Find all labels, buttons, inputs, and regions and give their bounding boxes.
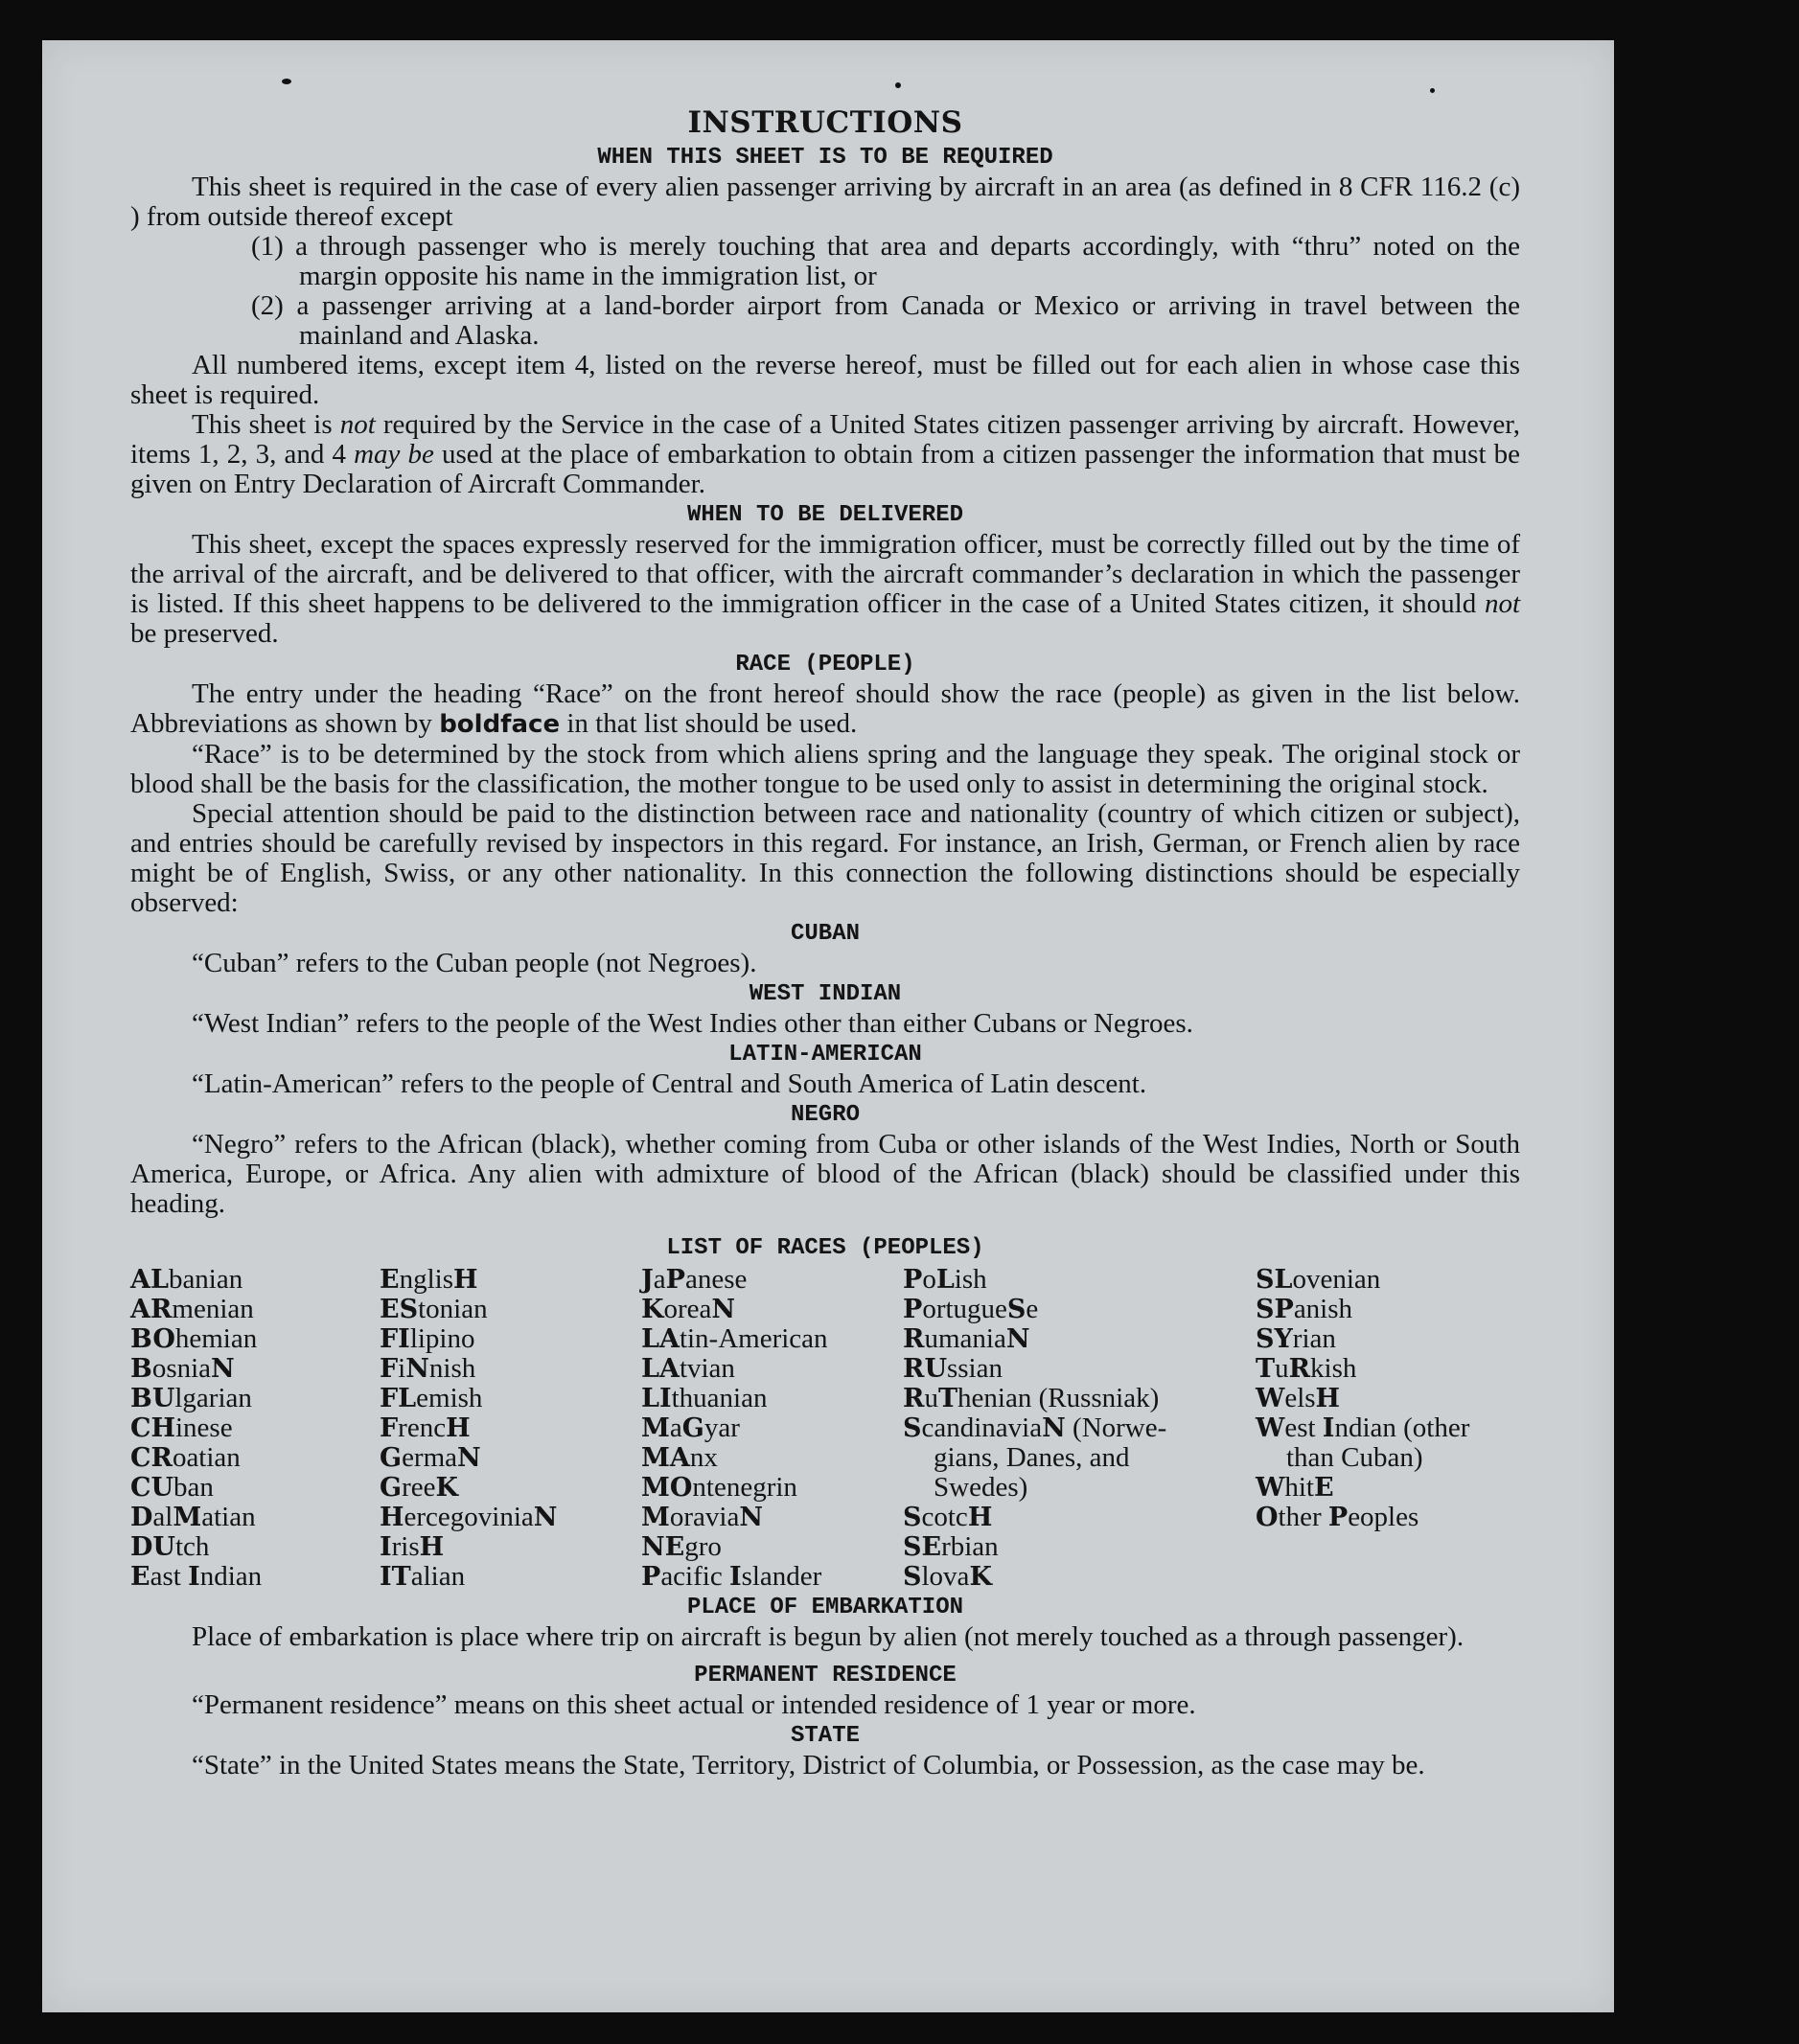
page-title: INSTRUCTIONS [687, 105, 963, 140]
document-sheet [42, 40, 1614, 2012]
race-entry: DalMatian [130, 1502, 256, 1532]
paragraph-required: This sheet is required in the case of every alien passenger arriving by aircraft in an area (as defined in 8 CFR 116.2 (c) ) from outside thereof except [130, 172, 1520, 232]
race-entry: SLovenian [1256, 1264, 1381, 1295]
paragraph-citizen: This sheet is not required by the Service in the case of a United States citizen passenger arriving by aircraft. However, items 1, 2, 3, and 4 may be used at the place of embarkation to obtain from a citizen passenger the information that must be given on Entry Declaration of Aircraft Commander. [130, 409, 1520, 499]
paragraph-latin-american: “Latin-American” refers to the people of Central and South America of Latin descent. [192, 1068, 1147, 1099]
race-entry: West Indian (other [1256, 1412, 1470, 1443]
section-heading-state: STATE [790, 1723, 860, 1749]
race-entry: FrencH [380, 1412, 471, 1443]
exception-2: (2) a passenger arriving at a land-border airport from Canada or Mexico or arriving in travel between the mainland and Alaska. [251, 290, 1520, 351]
race-entry: EStonian [380, 1294, 488, 1324]
section-heading-negro: NEGRO [790, 1102, 860, 1128]
race-entry: ARmenian [130, 1294, 254, 1324]
race-column [380, 1265, 641, 1592]
race-entry: SYrian [1256, 1323, 1336, 1354]
race-list [130, 1265, 1520, 1592]
race-column [903, 1265, 1256, 1592]
race-entry: ScotcH [903, 1502, 993, 1532]
paragraph-negro: “Negro” refers to the African (black), whether coming from Cuba or other islands of the West Indies, North or South America, Europe, or Africa. Any alien with admixture of blood of the African (black) should be classified under this heading. [130, 1129, 1520, 1219]
race-entry: TuRkish [1256, 1353, 1357, 1384]
race-entry: ScandinaviaN (Norwe- [903, 1412, 1167, 1443]
paragraph-race-stock: “Race” is to be determined by the stock from which aliens spring and the language they speak. The original stock or blood shall be the basis for the classification, the mother tongue to be used only to assist in determining the original stock. [130, 739, 1520, 799]
race-entry: PoLish [903, 1264, 987, 1295]
paragraph-delivered: This sheet, except the spaces expressly reserved for the immigration officer, must be correctly filled out by the time of the arrival of the aircraft, and be delivered to that officer, with the aircraft commander’s declaration in which the passenger is listed. If this sheet happens to be delivered to the immigration officer in the case of a United States citizen, it should not be preserved. [130, 529, 1520, 649]
section-heading-west-indian: WEST INDIAN [749, 981, 902, 1007]
section-heading-embarkation: PLACE OF EMBARKATION [686, 1595, 964, 1620]
race-entry: WhitE [1256, 1472, 1334, 1503]
race-entry: FLemish [380, 1383, 483, 1413]
race-entry-continuation: gians, Danes, and [934, 1442, 1130, 1473]
paragraph-west-indian: “West Indian” refers to the people of the West Indies other than either Cubans or Negroes. [192, 1008, 1193, 1039]
paragraph-state: “State” in the United States means the State, Territory, District of Columbia, or Possession, as the case may be. [192, 1750, 1425, 1780]
ink-speck [1430, 88, 1435, 93]
race-entry: ALbanian [130, 1264, 243, 1295]
paragraph-embarkation: Place of embarkation is place where trip on aircraft is begun by alien (not merely touched as a through passenger). [192, 1621, 1465, 1652]
race-entry: GermaN [380, 1442, 481, 1473]
ink-speck [895, 82, 901, 88]
section-heading-list-of-races: LIST OF RACES (PEOPLES) [666, 1235, 984, 1261]
section-heading-residence: PERMANENT RESIDENCE [694, 1663, 957, 1688]
race-entry: LAtvian [641, 1353, 735, 1384]
race-entry: PortugueSe [903, 1294, 1039, 1324]
section-heading-required: WHEN THIS SHEET IS TO BE REQUIRED [597, 145, 1053, 171]
race-entry: RuThenian (Russniak) [903, 1383, 1160, 1413]
race-entry: MaGyar [641, 1412, 740, 1443]
paragraph-residence: “Permanent residence” means on this sheet actual or intended residence of 1 year or more. [192, 1689, 1196, 1720]
race-entry: Pacific Islander [641, 1561, 822, 1592]
race-entry: FiNnish [380, 1353, 476, 1384]
race-entry: CRoatian [130, 1442, 241, 1473]
race-entry: LAtin-American [641, 1323, 828, 1354]
section-heading-delivered: WHEN TO BE DELIVERED [686, 502, 964, 528]
paragraph-race-entry: The entry under the heading “Race” on the front hereof should show the race (people) as given in the list below. Abbreviations as shown by boldface in that list should be used. [130, 678, 1520, 739]
instructions-content [130, 103, 1520, 1780]
race-entry: SlovaK [903, 1561, 992, 1592]
race-entry: HercegoviniaN [380, 1502, 558, 1532]
section-heading-race: RACE (PEOPLE) [735, 652, 915, 678]
ink-speck [282, 79, 291, 84]
exception-1: (1) a through passenger who is merely touching that area and departs accordingly, with “thru” noted on the margin opposite his name in the immigration list, or [251, 231, 1520, 291]
race-entry: GreeK [380, 1472, 458, 1503]
race-column [641, 1265, 903, 1592]
race-entry: CHinese [130, 1412, 233, 1443]
paragraph-race-nationality: Special attention should be paid to the distinction between race and nationality (country of which citizen or subject), and entries should be carefully revised by inspectors in this regard. For instance, an Irish, German, or French alien by race might be of English, Swiss, or any other nationality. In this connection the following distinctions should be especially observed: [130, 798, 1520, 918]
race-entry: RumaniaN [903, 1323, 1030, 1354]
race-entry: RUssian [903, 1353, 1003, 1384]
race-entry: LIthuanian [641, 1383, 768, 1413]
paragraph-numbered-items: All numbered items, except item 4, listed on the reverse hereof, must be filled out for each alien in whose case this sheet is required. [130, 350, 1520, 410]
race-entry: JaPanese [641, 1264, 748, 1295]
race-entry: IrisH [380, 1531, 445, 1562]
race-entry-continuation: Swedes) [934, 1472, 1028, 1503]
race-column [1256, 1265, 1520, 1592]
race-entry: BUlgarian [130, 1383, 252, 1413]
race-entry: SPanish [1256, 1294, 1353, 1324]
race-entry-continuation: than Cuban) [1286, 1442, 1423, 1473]
race-entry: NEgro [641, 1531, 722, 1562]
race-entry: WelsH [1256, 1383, 1341, 1413]
race-entry: MOntenegrin [641, 1472, 797, 1503]
race-column [130, 1265, 380, 1592]
race-entry: East Indian [130, 1561, 263, 1592]
section-heading-cuban: CUBAN [790, 921, 860, 947]
race-entry: DUtch [130, 1531, 210, 1562]
race-entry: FIlipino [380, 1323, 475, 1354]
paragraph-cuban: “Cuban” refers to the Cuban people (not Negroes). [192, 948, 757, 978]
race-entry: ITalian [380, 1561, 466, 1592]
race-entry: KoreaN [641, 1294, 736, 1324]
race-entry: MoraviaN [641, 1502, 764, 1532]
section-heading-latin-american: LATIN-AMERICAN [728, 1042, 922, 1068]
race-entry: CUban [130, 1472, 214, 1503]
race-entry: SErbian [903, 1531, 999, 1562]
race-entry: Other Peoples [1256, 1502, 1419, 1532]
race-entry: EnglisH [380, 1264, 478, 1295]
race-entry: BOhemian [130, 1323, 258, 1354]
race-entry: BosniaN [130, 1353, 235, 1384]
race-entry: MAnx [641, 1442, 718, 1473]
